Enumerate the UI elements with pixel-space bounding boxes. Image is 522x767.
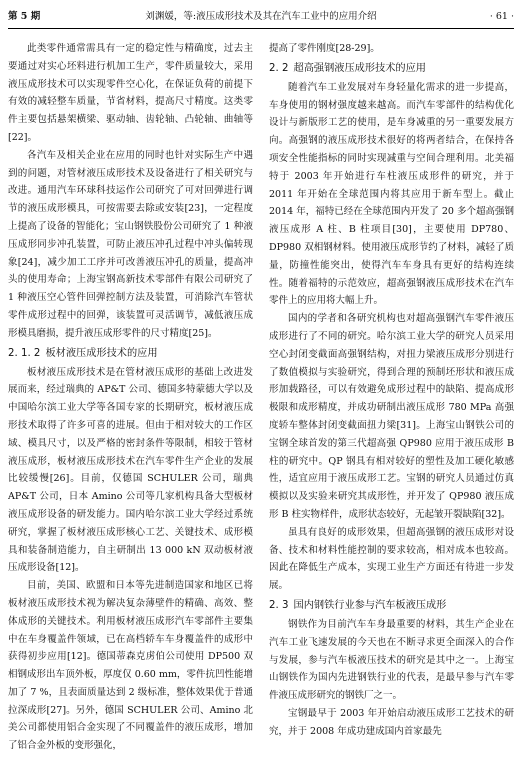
right-column [269, 40, 514, 762]
section-heading-2-1-2 [8, 343, 253, 364]
paragraph: 板材液压成形技术是在管材液压成形的基础上改进发展而来，经过瑞典的 AP&T 公司、德国多特蒙德大学以及中国哈尔滨工业大学等各国专家的长期研究，板材液压成形技术取得了许多可喜的进展。但由于相对较大的工作区域、模具尺寸，以及严格的密封条件等限制，相较于管材液压成形，板材液压成形技术在汽车零件生产企业的发展比较缓慢[26]。目前，仅德国 SCHULER 公司，瑞典 AP&T 公司，日本 Amino 公司等几家机构具备大型板材液压成形设备的研发能力。国内哈尔滨工业大学经过系统研究，掌握了板材液压成形核心工艺、关键技术、成形模具和装备制造能力，自主研制出 13 000 kN 双动板材液压成形设备[12]。 [8, 366, 253, 574]
running-title: 刘渊媛，等:液压成形技术及其在汽车工业中的应用介绍 [145, 11, 377, 22]
paragraph-continuation: 提高了零件刚度[28-29]。 [269, 43, 380, 54]
issue-label: 第 5 期 [8, 11, 41, 22]
paragraph: 钢铁作为目前汽车车身最重要的材料，其生产企业在汽车工业飞速发展的今天也在不断寻求更全面深入的合作与发展，参与汽车板液压技术的研究是其中之一。上海宝山钢铁作为国内先进钢铁行业的代表，是最早参与汽车零件液压成形研究的钢铁厂之一。 [269, 618, 514, 702]
left-column [8, 40, 253, 762]
page-number: · 61 · [489, 11, 514, 22]
paragraph: 虽具有良好的成形效果，但超高强钢的液压成形对设备、技术和材料性能控制的要求较高，相对成本也较高。因此在降低生产成本，实现工业生产方面还有待进一步发展。 [269, 526, 514, 592]
paragraph: 目前，美国、欧盟和日本等先进制造国家和地区已将板材液压成形技术视为解决复杂薄壁件的精确、高效、整体成形的关键技术。利用板材液压成形汽车零部件主要集中在车身覆盖件领域，已在高档轿车车身覆盖件的成形中获得初步应用[12]。德国蒂森克虏伯公司使用 DP500 双相钢成形出车顶外板，厚度仅 0.60 mm，零件抗凹性能增加了 7 %，且表面质量达到 2 级标准，整体效果优于普通拉深成形[27]。另外，德国 SCHULER 公司、Amino 北美公司都使用铝合金实现了不同覆盖件的液压成形，增加了铝合金外板的变形强化， [8, 580, 253, 752]
header-rule [8, 28, 514, 29]
paragraph: 随着汽车工业发展对车身轻量化需求的进一步提高，车身使用的钢材强度越来越高。而汽车零部件的结构优化设计与新版形工艺的使用，是车身减重的另一重要发展方向。高强钢的液压成形技术很好的将两者结合，在保持各项安全性能指标的同时实现减重与空间合理利用。北美福特于 2003 年开始进行车柱液压成形件的研究，并于 2011 年开始在全球范围内将其应用于新车型上。截止 2014 年，福特已经在全球范围内开发了 20 多个超高强钢液压成形 A 柱、B 柱项目[30]，主要使用 DP780、DP980 双相钢材料。使用液压成形节约了材料，减轻了质量，防撞性能突出，使得汽车车身具有更好的结构连续性。随着福特的示范效应，超高强钢液压成形技术在汽车零件上的应用将大幅上升。 [269, 81, 514, 307]
section-number: 2. 2 [269, 62, 289, 74]
section-number: 2. 1. 2 [8, 347, 41, 359]
section-heading-2-3 [269, 595, 514, 616]
paragraph: 国内的学者和各研究机构也对超高强钢汽车零件液压成形进行了不同的研究。哈尔滨工业大学的研究人员采用空心封闭变截面高强钢结构，对扭力梁液压成形分别进行了数值模拟与实验研究，得到合理的预制坯形状和液压成形加载路径，可以有效避免成形过程中的缺陷、提高成形极限和成形精度，并成功研制出液压成形 780 MPa 高强度轿车整体封闭变截面扭力梁[31]。上海宝山钢铁公司的宝钢全球首发的第三代超高强 QP980 应用于液压成形 B 柱的研究中。QP 钢具有相对较好的塑性及加工硬化敏感性，适宜应用于液压成形工艺。宝钢的研究人员通过仿真模拟以及实验来研究其成形性，并开发了 QP980 液压成形 B 柱实物样件，成形状态较好，无起皱开裂缺陷[32]。 [269, 313, 514, 520]
paragraph: 此类零件通常需具有一定的稳定性与精确度，过去主要通过对实心坯料进行机加工生产，零件质量较大，采用液压成形技术可以实现零件空心化，在保证负荷的前提下有效的减轻整车质量，节省材料，提高尺寸精度。这类零件主要包括悬架横梁、驱动轴、齿轮轴、凸轮轴、曲轴等[22]。 [8, 43, 253, 143]
paragraph: 各汽车及相关企业在应用的同时也针对实际生产中遇到的问题，对管材液压成形技术及设备进行了相关研究与改进。通用汽车环球科技运作公司研究了可对回弹进行调节的液压成形模具，可按需要去除或安装[23]，一定程度上提高了设备的智能化；宝山钢铁股份公司研究了 1 种液压成形同步冲孔装置，可防止液压冲孔过程中冲头偏转现象[24]，减少加工工序并可改善液压冲孔的质量，提高冲头的使用寿命；上海宝钢高新技术零部件有限公司研究了 1 种液压空心管件回弹控制方法及装置，可消除汽车管状零件成形过程中的回弹，该装置可灵活调节，减低液压成形模具磨损，提升液压成形零件的尺寸精度[25]。 [8, 149, 253, 339]
paragraph: 宝钢最早于 2003 年开始启动液压成形工艺技术的研究，并于 2008 年成功建成国内首家最先 [269, 707, 514, 737]
section-title: 板材液压成形技术的应用 [45, 347, 158, 359]
section-title: 超高强钢液压成形技术的应用 [293, 62, 426, 74]
page-header [8, 9, 514, 25]
section-heading-2-2 [269, 58, 514, 79]
section-number: 2. 3 [269, 599, 289, 611]
section-title: 国内钢铁行业参与汽车板液压成形 [293, 599, 447, 611]
